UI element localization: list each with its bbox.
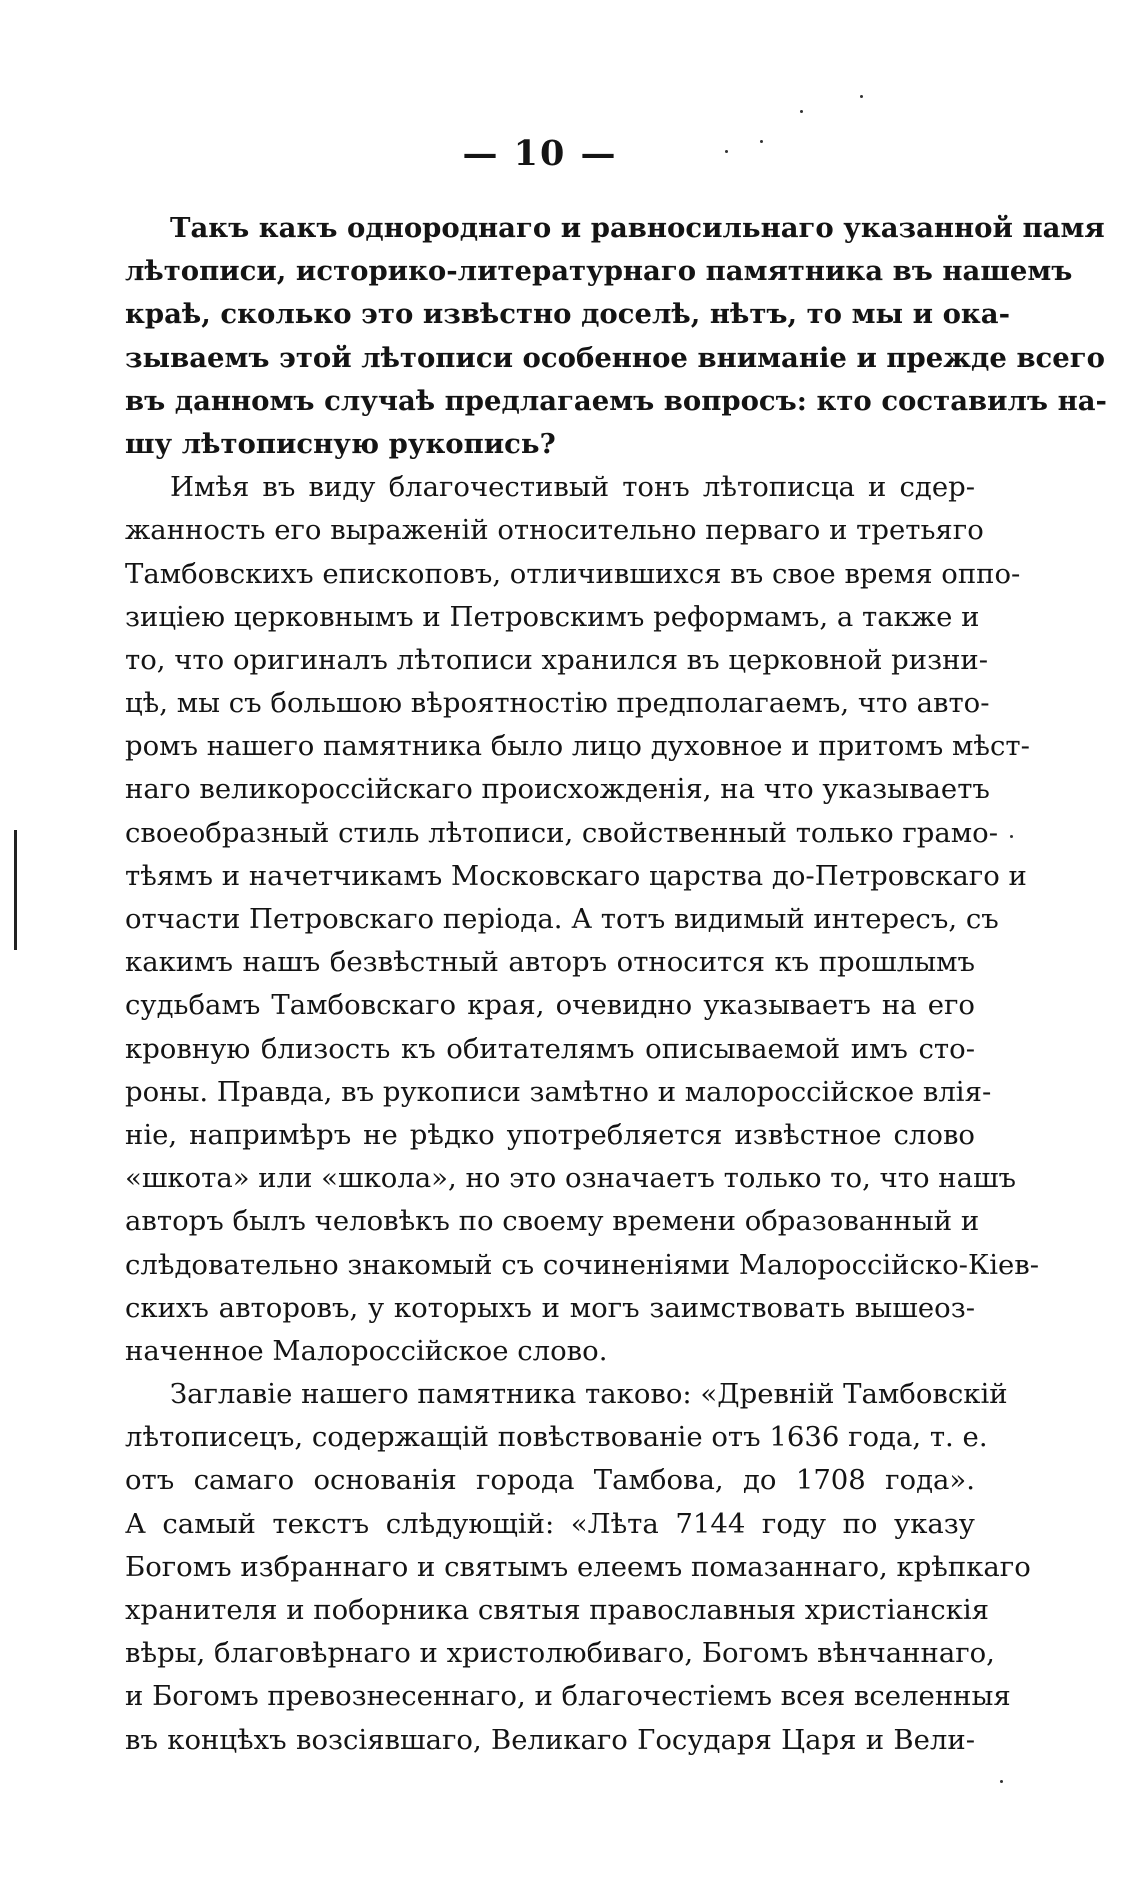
scan-speck	[1010, 835, 1013, 838]
text-line: слѣдовательно знакомый съ сочиненіями Малороссійско-Кіев-	[125, 1248, 1040, 1281]
scan-speck	[800, 110, 803, 113]
text-line: авторъ былъ человѣкъ по своему времени образованный и	[125, 1205, 980, 1238]
text-line: въ данномъ случаѣ предлагаемъ вопросъ: кто составилъ на-	[125, 384, 1107, 417]
text-line: кровную близость къ обитателямъ описываемой имъ сто-	[125, 1032, 975, 1065]
text-line: шу лѣтописную рукопись?	[125, 427, 556, 460]
text-line: Заглавіе нашего памятника таково: «Древній Тамбовскій	[170, 1378, 1008, 1411]
text-line: «шкота» или «школа», но это означаетъ только то, что нашъ	[125, 1162, 1017, 1195]
text-line: и Богомъ превознесеннаго, и благочестіемъ всея вселенныя	[125, 1680, 1011, 1713]
text-line: Тамбовскихъ епископовъ, отличившихся въ свое время оппо-	[125, 557, 1021, 590]
text-line: скихъ авторовъ, у которыхъ и могъ заимствовать вышеоз-	[125, 1291, 975, 1324]
text-line: краѣ, сколько это извѣстно доселѣ, нѣтъ, то мы и ока-	[125, 298, 1011, 331]
text-line: наченное Малороссійское слово.	[125, 1334, 608, 1367]
body-text	[125, 207, 1107, 1762]
text-line: цѣ, мы съ большою вѣроятностію предполагаемъ, что авто-	[125, 687, 990, 720]
page-number: — 10 —	[462, 133, 618, 174]
text-line: вѣры, благовѣрнаго и христолюбиваго, Богомъ вѣнчаннаго,	[125, 1637, 995, 1670]
scan-speck	[860, 95, 863, 98]
paragraph	[125, 1373, 1031, 1762]
text-line: своеобразный стиль лѣтописи, свойственный только грамо-	[125, 816, 999, 849]
text-line: зываемъ этой лѣтописи особенное вниманіе и прежде всего	[125, 341, 1105, 374]
text-line: А самый текстъ слѣдующій: «Лѣта 7144 году по указу	[125, 1507, 975, 1540]
text-line: ромъ нашего памятника было лицо духовное и притомъ мѣст-	[125, 730, 1030, 763]
text-line: лѣтописецъ, содержащій повѣствованіе отъ 1636 года, т. е.	[125, 1421, 988, 1454]
paragraph	[125, 466, 1040, 1373]
text-line: зиціею церковнымъ и Петровскимъ реформамъ, а также и	[125, 600, 980, 633]
text-line: Имѣя въ виду благочестивый тонъ лѣтописца и сдер-	[170, 471, 975, 504]
text-line: наго великороссійскаго происхожденія, на что указываетъ	[125, 773, 990, 806]
text-line: отъ самаго основанія города Тамбова, до 1708 года».	[125, 1464, 975, 1497]
text-line: лѣтописи, историко-литературнаго памятника въ нашемъ	[125, 255, 1073, 288]
scan-speck	[725, 150, 728, 153]
text-line: ніе, напримѣръ не рѣдко употребляется извѣстное слово	[125, 1118, 975, 1151]
text-line: въ концѣхъ возсіявшаго, Великаго Государя Царя и Вели-	[125, 1723, 975, 1756]
text-line: тѣямъ и начетчикамъ Московскаго царства до-Петровскаго и	[125, 859, 1027, 892]
text-line: роны. Правда, въ рукописи замѣтно и малороссійское влія-	[125, 1075, 992, 1108]
text-line: Такъ какъ однороднаго и равносильнаго указанной памя	[170, 212, 1105, 244]
text-line: судьбамъ Тамбовскаго края, очевидно указываетъ на его	[125, 989, 975, 1022]
text-line: отчасти Петровскаго періода. А тотъ видимый интересъ, съ	[125, 903, 999, 935]
margin-scan-mark	[14, 830, 17, 950]
text-line: хранителя и поборника святыя православныя христіанскія	[125, 1594, 990, 1626]
text-line: какимъ нашъ безвѣстный авторъ относится къ прошлымъ	[125, 946, 975, 979]
scan-speck	[1000, 1780, 1003, 1783]
scan-speck	[760, 140, 763, 143]
text-line: то, что оригиналъ лѣтописи хранился въ церковной ризни-	[125, 643, 989, 676]
text-line: Богомъ избраннаго и святымъ елеемъ помазаннаго, крѣпкаго	[125, 1550, 1031, 1583]
paragraph	[125, 207, 1107, 466]
text-line: жанность его выраженій относительно перваго и третьяго	[125, 514, 984, 547]
